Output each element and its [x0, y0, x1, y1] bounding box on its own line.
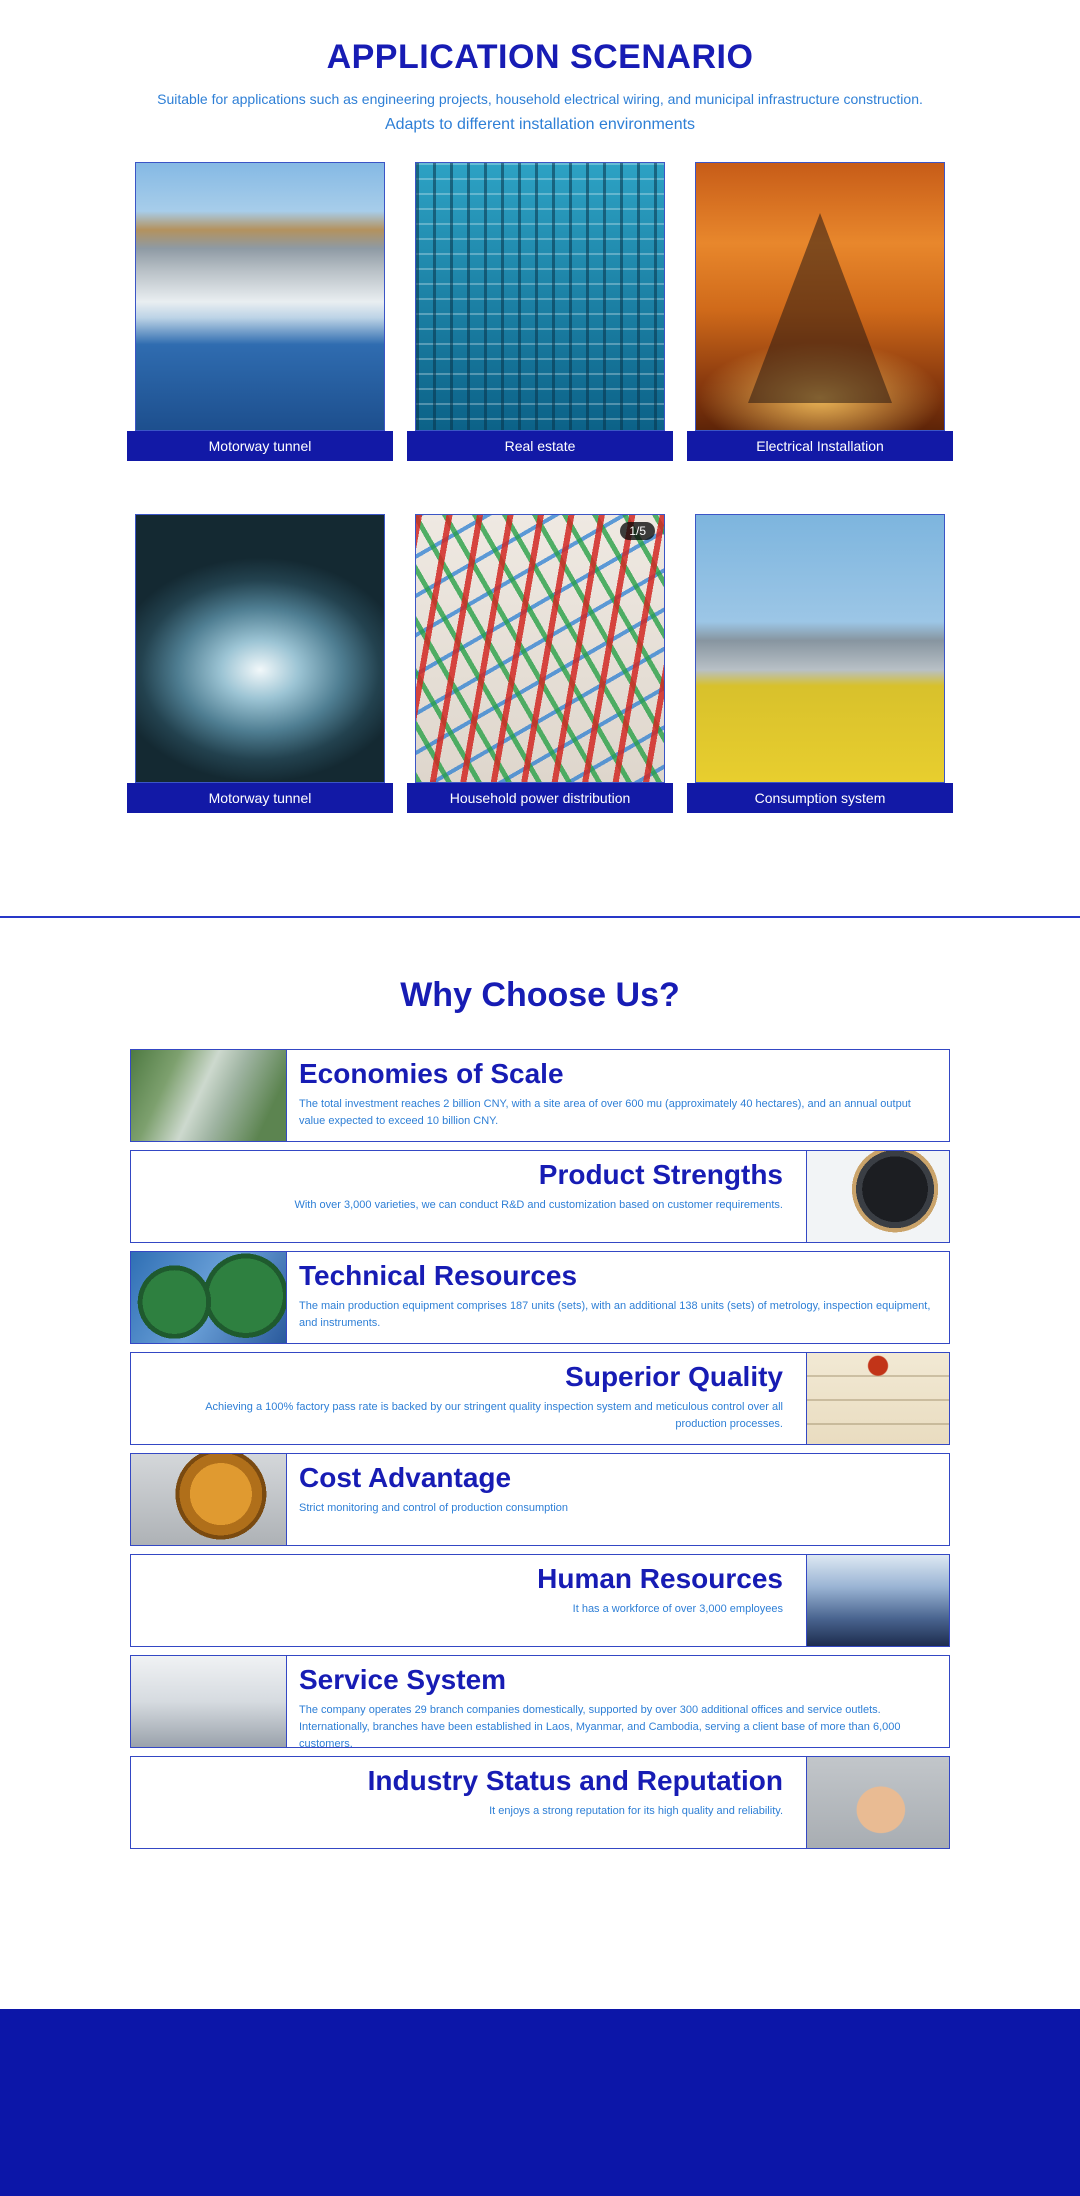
gallery-caption: Motorway tunnel: [127, 783, 393, 813]
card-cost-advantage: [130, 1453, 950, 1546]
hydroelectric-dam-image[interactable]: [135, 162, 385, 431]
cheering-workforce-image: [806, 1555, 949, 1646]
application-scenario-subtitle: Suitable for applications such as engineering projects, household electrical wiring, and municipal infrastructure construction.: [157, 91, 923, 107]
gallery-caption: Real estate: [407, 431, 673, 461]
apartment-building-image[interactable]: [415, 162, 665, 431]
business-license-image: [806, 1353, 949, 1444]
card-human-resources: [130, 1554, 950, 1647]
cable-cross-section-image: [806, 1151, 949, 1242]
card-economies-of-scale: [130, 1049, 950, 1142]
gallery-item-real-estate: [407, 162, 673, 461]
gallery-item-dam: [127, 162, 393, 461]
card-industry-status: [130, 1756, 950, 1849]
card-title: Economies of Scale: [299, 1058, 564, 1089]
section-divider: [0, 916, 1080, 918]
card-body: The total investment reaches 2 billion CNY, with a site area of over 600 mu (approximately 40 hectares), and an annual output value expected to exceed 10 billion CNY.: [299, 1098, 911, 1128]
transmission-tower-image[interactable]: [695, 162, 945, 431]
gallery-item-tunnel: [127, 514, 393, 813]
card-title: Industry Status and Reputation: [367, 1765, 783, 1796]
card-title: Product Strengths: [538, 1159, 783, 1190]
gallery-caption: Consumption system: [687, 783, 953, 813]
gallery-item-electrical: [687, 162, 953, 461]
card-body: It has a workforce of over 3,000 employees: [572, 1603, 783, 1615]
gallery-caption: Household power distribution: [407, 783, 673, 813]
slide-counter-badge: 1/5: [620, 522, 655, 540]
wiring-panel-image[interactable]: [415, 514, 665, 783]
gallery-item-household-power: [407, 514, 673, 813]
card-technical-resources: [130, 1251, 950, 1344]
gallery-item-consumption: [687, 514, 953, 813]
card-title: Human Resources: [537, 1563, 783, 1594]
card-title: Cost Advantage: [299, 1462, 512, 1493]
card-body: Strict monitoring and control of production consumption: [299, 1502, 569, 1514]
copper-coil-image: [131, 1454, 287, 1545]
card-title: Service System: [299, 1664, 507, 1695]
card-body: The main production equipment comprises 187 units (sets), with an additional 138 units (sets) of metrology, inspection equipment, and instruments.: [299, 1300, 931, 1330]
gallery-row-1: [127, 162, 953, 461]
card-superior-quality: [130, 1352, 950, 1445]
application-scenario-tagline: Adapts to different installation environments: [384, 116, 696, 133]
customer-service-image: [131, 1656, 287, 1747]
feature-card-list: [130, 1049, 950, 1849]
cable-reels-image: [131, 1252, 287, 1343]
gallery-caption: Motorway tunnel: [127, 431, 393, 461]
factory-aerial-image: [131, 1050, 287, 1141]
gallery-row-2: [127, 514, 953, 813]
application-scenario-title: APPLICATION SCENARIO: [326, 38, 754, 76]
why-choose-us-title: Why Choose Us?: [400, 976, 680, 1014]
card-body: With over 3,000 varieties, we can conduct R&D and customization based on customer requirements.: [294, 1199, 783, 1211]
card-body: The company operates 29 branch companies domestically, supported by over 300 additional offices and service outlets. Internationally, branches have been established in Laos, Myanmar, and Cambodia, serving a client base of more than 6,000 customers.: [299, 1704, 901, 1751]
card-body: Achieving a 100% factory pass rate is backed by our stringent quality inspection system and meticulous control over all production processes.: [205, 1401, 783, 1431]
card-product-strengths: [130, 1150, 950, 1243]
card-body: It enjoys a strong reputation for its high quality and reliability.: [489, 1805, 783, 1817]
gallery-caption: Electrical Installation: [687, 431, 953, 461]
refinery-plant-image[interactable]: [695, 514, 945, 783]
card-title: Technical Resources: [299, 1260, 578, 1291]
card-service-system: [130, 1655, 950, 1751]
thumbs-up-image: [806, 1757, 949, 1848]
road-tunnel-image[interactable]: [135, 514, 385, 783]
card-title: Superior Quality: [565, 1361, 783, 1392]
page-footer: [0, 2009, 1080, 2196]
